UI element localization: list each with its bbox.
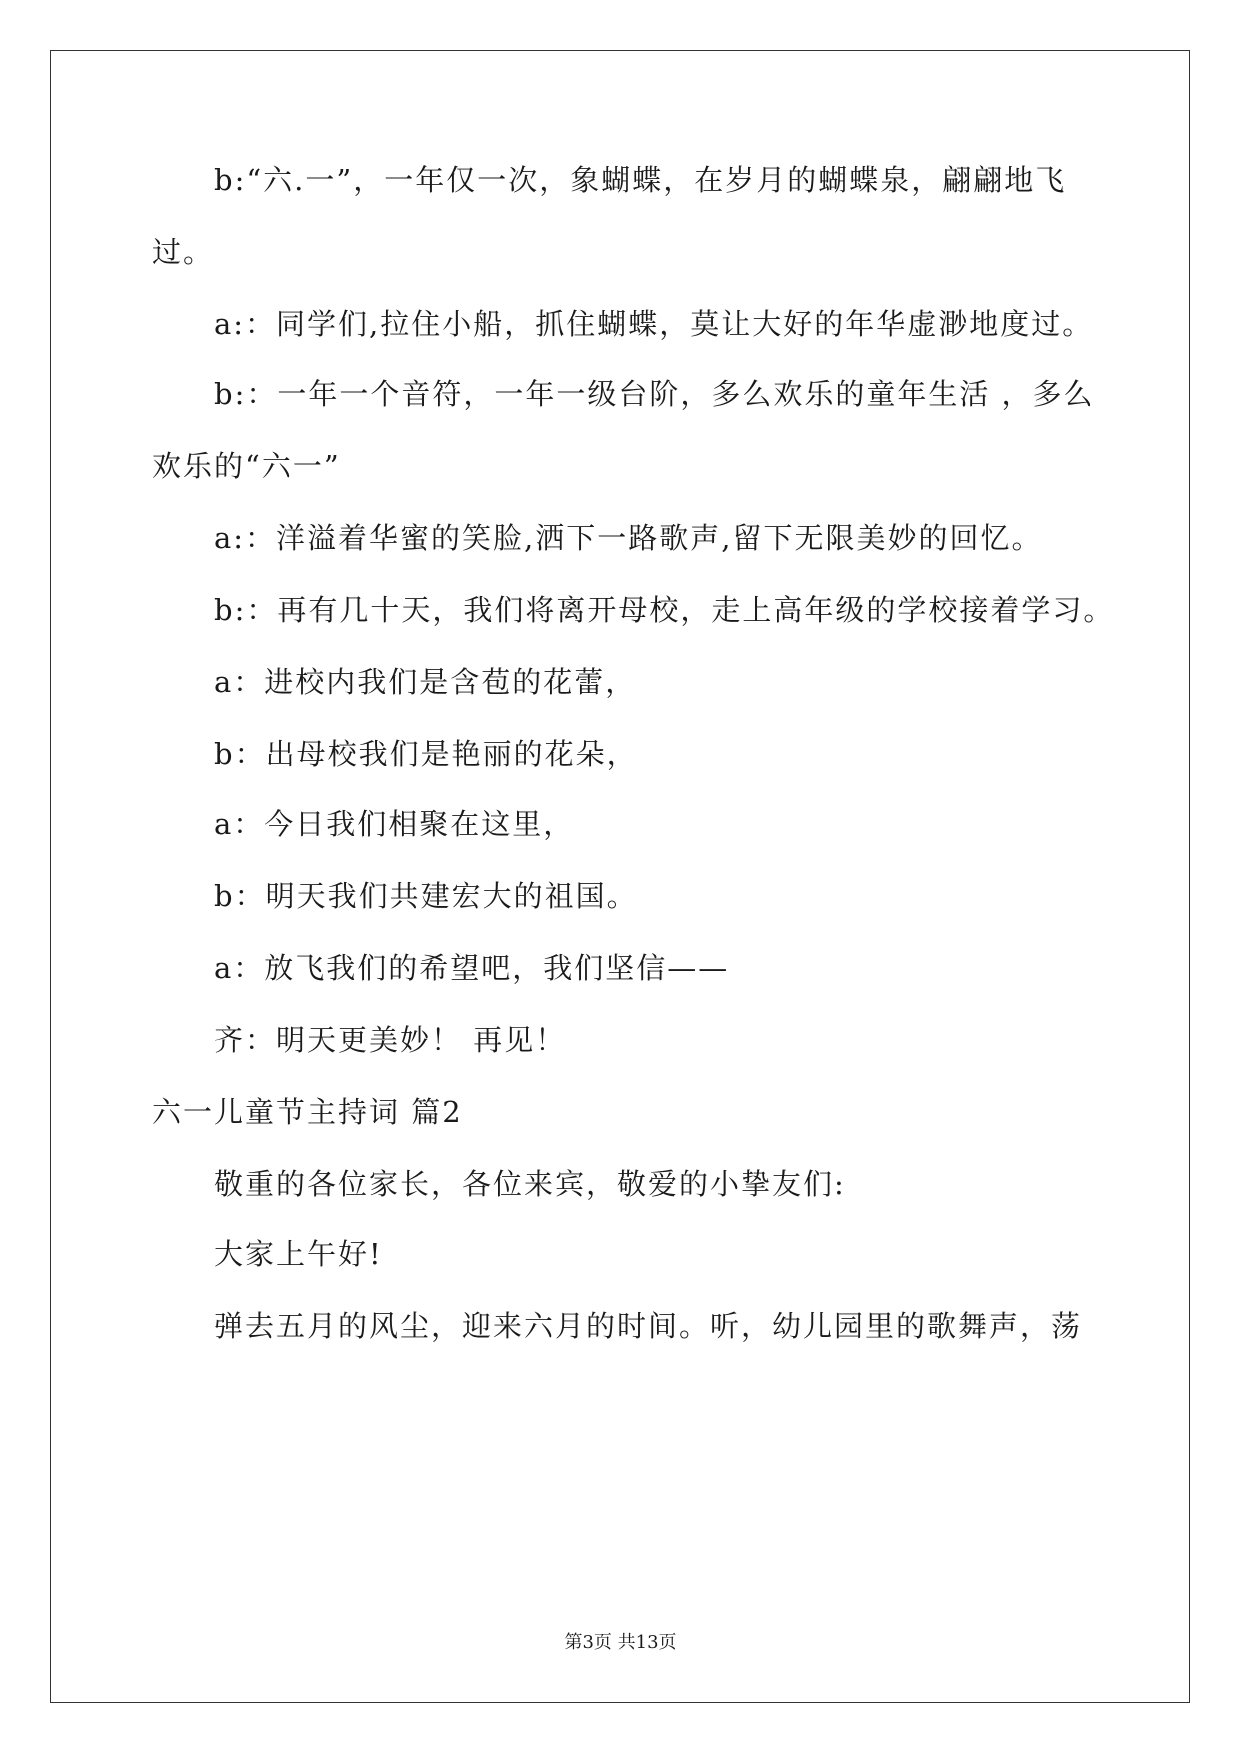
text-line-7: b:：再有几十天，我们将离开母校，走上高年级的学校接着学习。	[214, 593, 1115, 627]
text-line-15: 敬重的各位家长，各位来宾，敬爱的小挚友们:	[214, 1167, 846, 1201]
text-line-4: b:：一年一个音符，一年一级台阶，多么欢乐的童年生活 ，多么	[214, 377, 1095, 411]
text-line-12: a：放飞我们的希望吧，我们坚信——	[214, 951, 730, 985]
text-line-13: 齐：明天更美妙！ 再见！	[214, 1023, 567, 1057]
text-line-10: a：今日我们相聚在这里，	[214, 807, 575, 841]
text-line-6: a:：洋溢着华蜜的笑脸,洒下一路歌声,留下无限美妙的回忆。	[214, 521, 1043, 555]
section-heading: 六一儿童节主持词 篇2	[152, 1095, 463, 1129]
text-line-8: a：进校内我们是含苞的花蕾，	[214, 665, 637, 699]
text-line-3: a:：同学们,拉住小船，抓住蝴蝶，莫让大好的年华虚渺地度过。	[214, 307, 1094, 341]
text-line-16: 大家上午好!	[214, 1237, 383, 1271]
text-line-11: b：明天我们共建宏大的祖国。	[214, 879, 638, 913]
text-line-2: 过。	[152, 235, 215, 269]
text-line-9: b：出母校我们是艳丽的花朵，	[214, 737, 638, 771]
text-line-5: 欢乐的“六一”	[152, 449, 341, 483]
page-footer: 第3页 共13页	[564, 1632, 677, 1653]
text-line-17: 弹去五月的风尘，迎来六月的时间。听，幼儿园里的歌舞声，荡	[214, 1309, 1083, 1343]
text-line-1: b:“六.一”，一年仅一次，象蝴蝶，在岁月的蝴蝶泉，翩翩地飞	[214, 163, 1067, 197]
